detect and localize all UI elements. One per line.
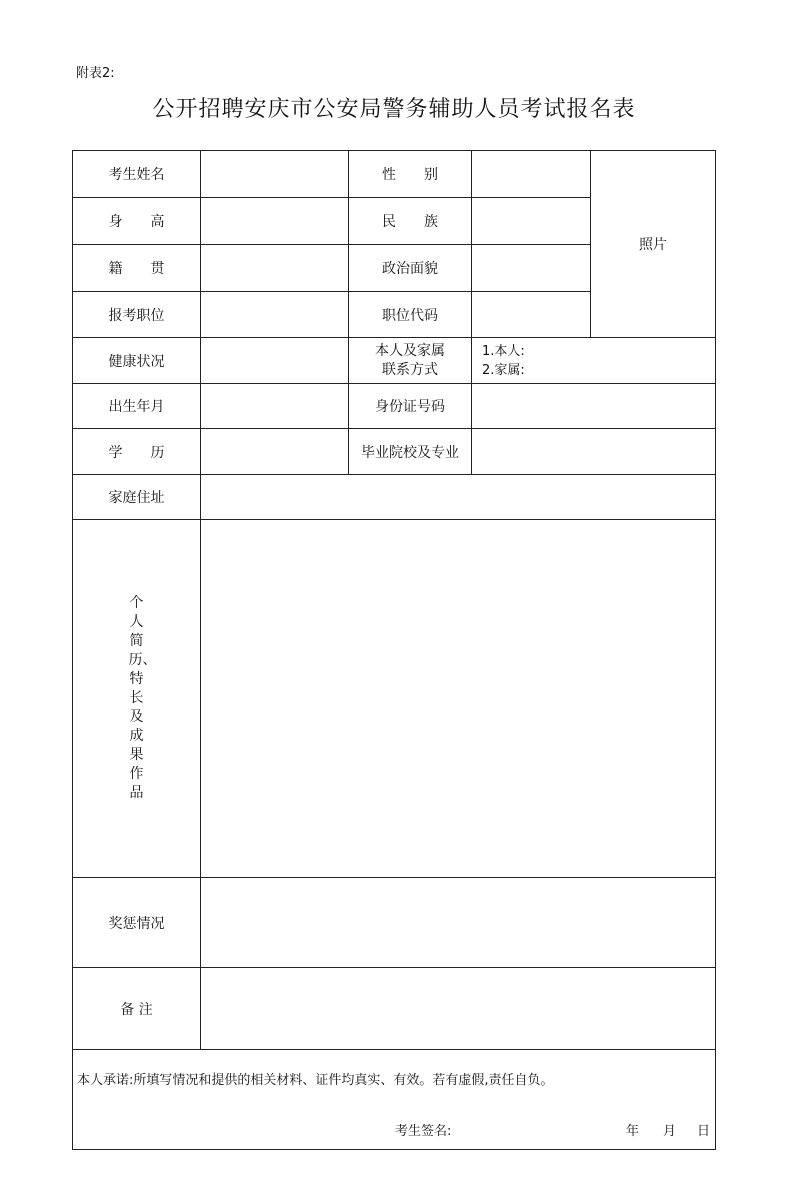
applied-position-label: 报考职位 <box>73 292 201 338</box>
applied-position-field[interactable] <box>201 292 349 338</box>
attachment-label: 附表2: <box>76 66 115 81</box>
native-place-label: 籍 贯 <box>73 245 201 292</box>
contact-field[interactable] <box>472 338 716 384</box>
contact-label-line1: 本人及家属 <box>375 342 445 359</box>
native-place-field[interactable] <box>201 245 349 292</box>
name-label: 考生姓名 <box>73 151 201 198</box>
gender-label: 性 别 <box>349 151 472 198</box>
pledge-text: 本人承诺:所填写情况和提供的相关材料、证件均真实、有效。若有虚假,责任自负。 <box>77 1073 554 1088</box>
id-number-label: 身份证号码 <box>349 384 472 429</box>
date-month-label: 月 <box>663 1124 677 1139</box>
photo-box[interactable]: 照片 <box>591 151 716 338</box>
resume-field[interactable] <box>201 520 716 878</box>
health-field[interactable] <box>201 338 349 384</box>
birth-label: 出生年月 <box>73 384 201 429</box>
contact-family: 2.家属: <box>482 362 525 378</box>
position-code-field[interactable] <box>472 292 591 338</box>
school-major-label: 毕业院校及专业 <box>349 429 472 475</box>
ethnicity-field[interactable] <box>472 198 591 245</box>
school-major-field[interactable] <box>472 429 716 475</box>
remarks-label: 备 注 <box>73 968 201 1050</box>
address-label: 家庭住址 <box>73 475 201 520</box>
birth-field[interactable] <box>201 384 349 429</box>
position-code-label: 职位代码 <box>349 292 472 338</box>
registration-form-table <box>72 150 716 1150</box>
gender-field[interactable] <box>472 151 591 198</box>
remarks-field[interactable] <box>201 968 716 1050</box>
ethnicity-label: 民 族 <box>349 198 472 245</box>
signature-label: 考生签名: <box>395 1124 452 1139</box>
contact-label <box>349 338 472 384</box>
date-year-label: 年 <box>626 1124 640 1139</box>
contact-self: 1.本人: <box>482 343 525 359</box>
date-day-label: 日 <box>697 1124 711 1139</box>
name-field[interactable] <box>201 151 349 198</box>
political-status-field[interactable] <box>472 245 591 292</box>
pledge-section <box>73 1050 716 1150</box>
id-number-field[interactable] <box>472 384 716 429</box>
education-field[interactable] <box>201 429 349 475</box>
political-status-label: 政治面貌 <box>349 245 472 292</box>
height-field[interactable] <box>201 198 349 245</box>
contact-label-line2: 联系方式 <box>382 361 438 378</box>
address-field[interactable] <box>201 475 716 520</box>
rewards-label: 奖惩情况 <box>73 878 201 968</box>
rewards-field[interactable] <box>201 878 716 968</box>
form-title: 公开招聘安庆市公安局警务辅助人员考试报名表 <box>152 97 636 122</box>
resume-label <box>73 520 201 878</box>
education-label: 学 历 <box>73 429 201 475</box>
health-label: 健康状况 <box>73 338 201 384</box>
height-label: 身 高 <box>73 198 201 245</box>
resume-label-text: 个人简历、特长及成果作品 <box>128 595 157 801</box>
